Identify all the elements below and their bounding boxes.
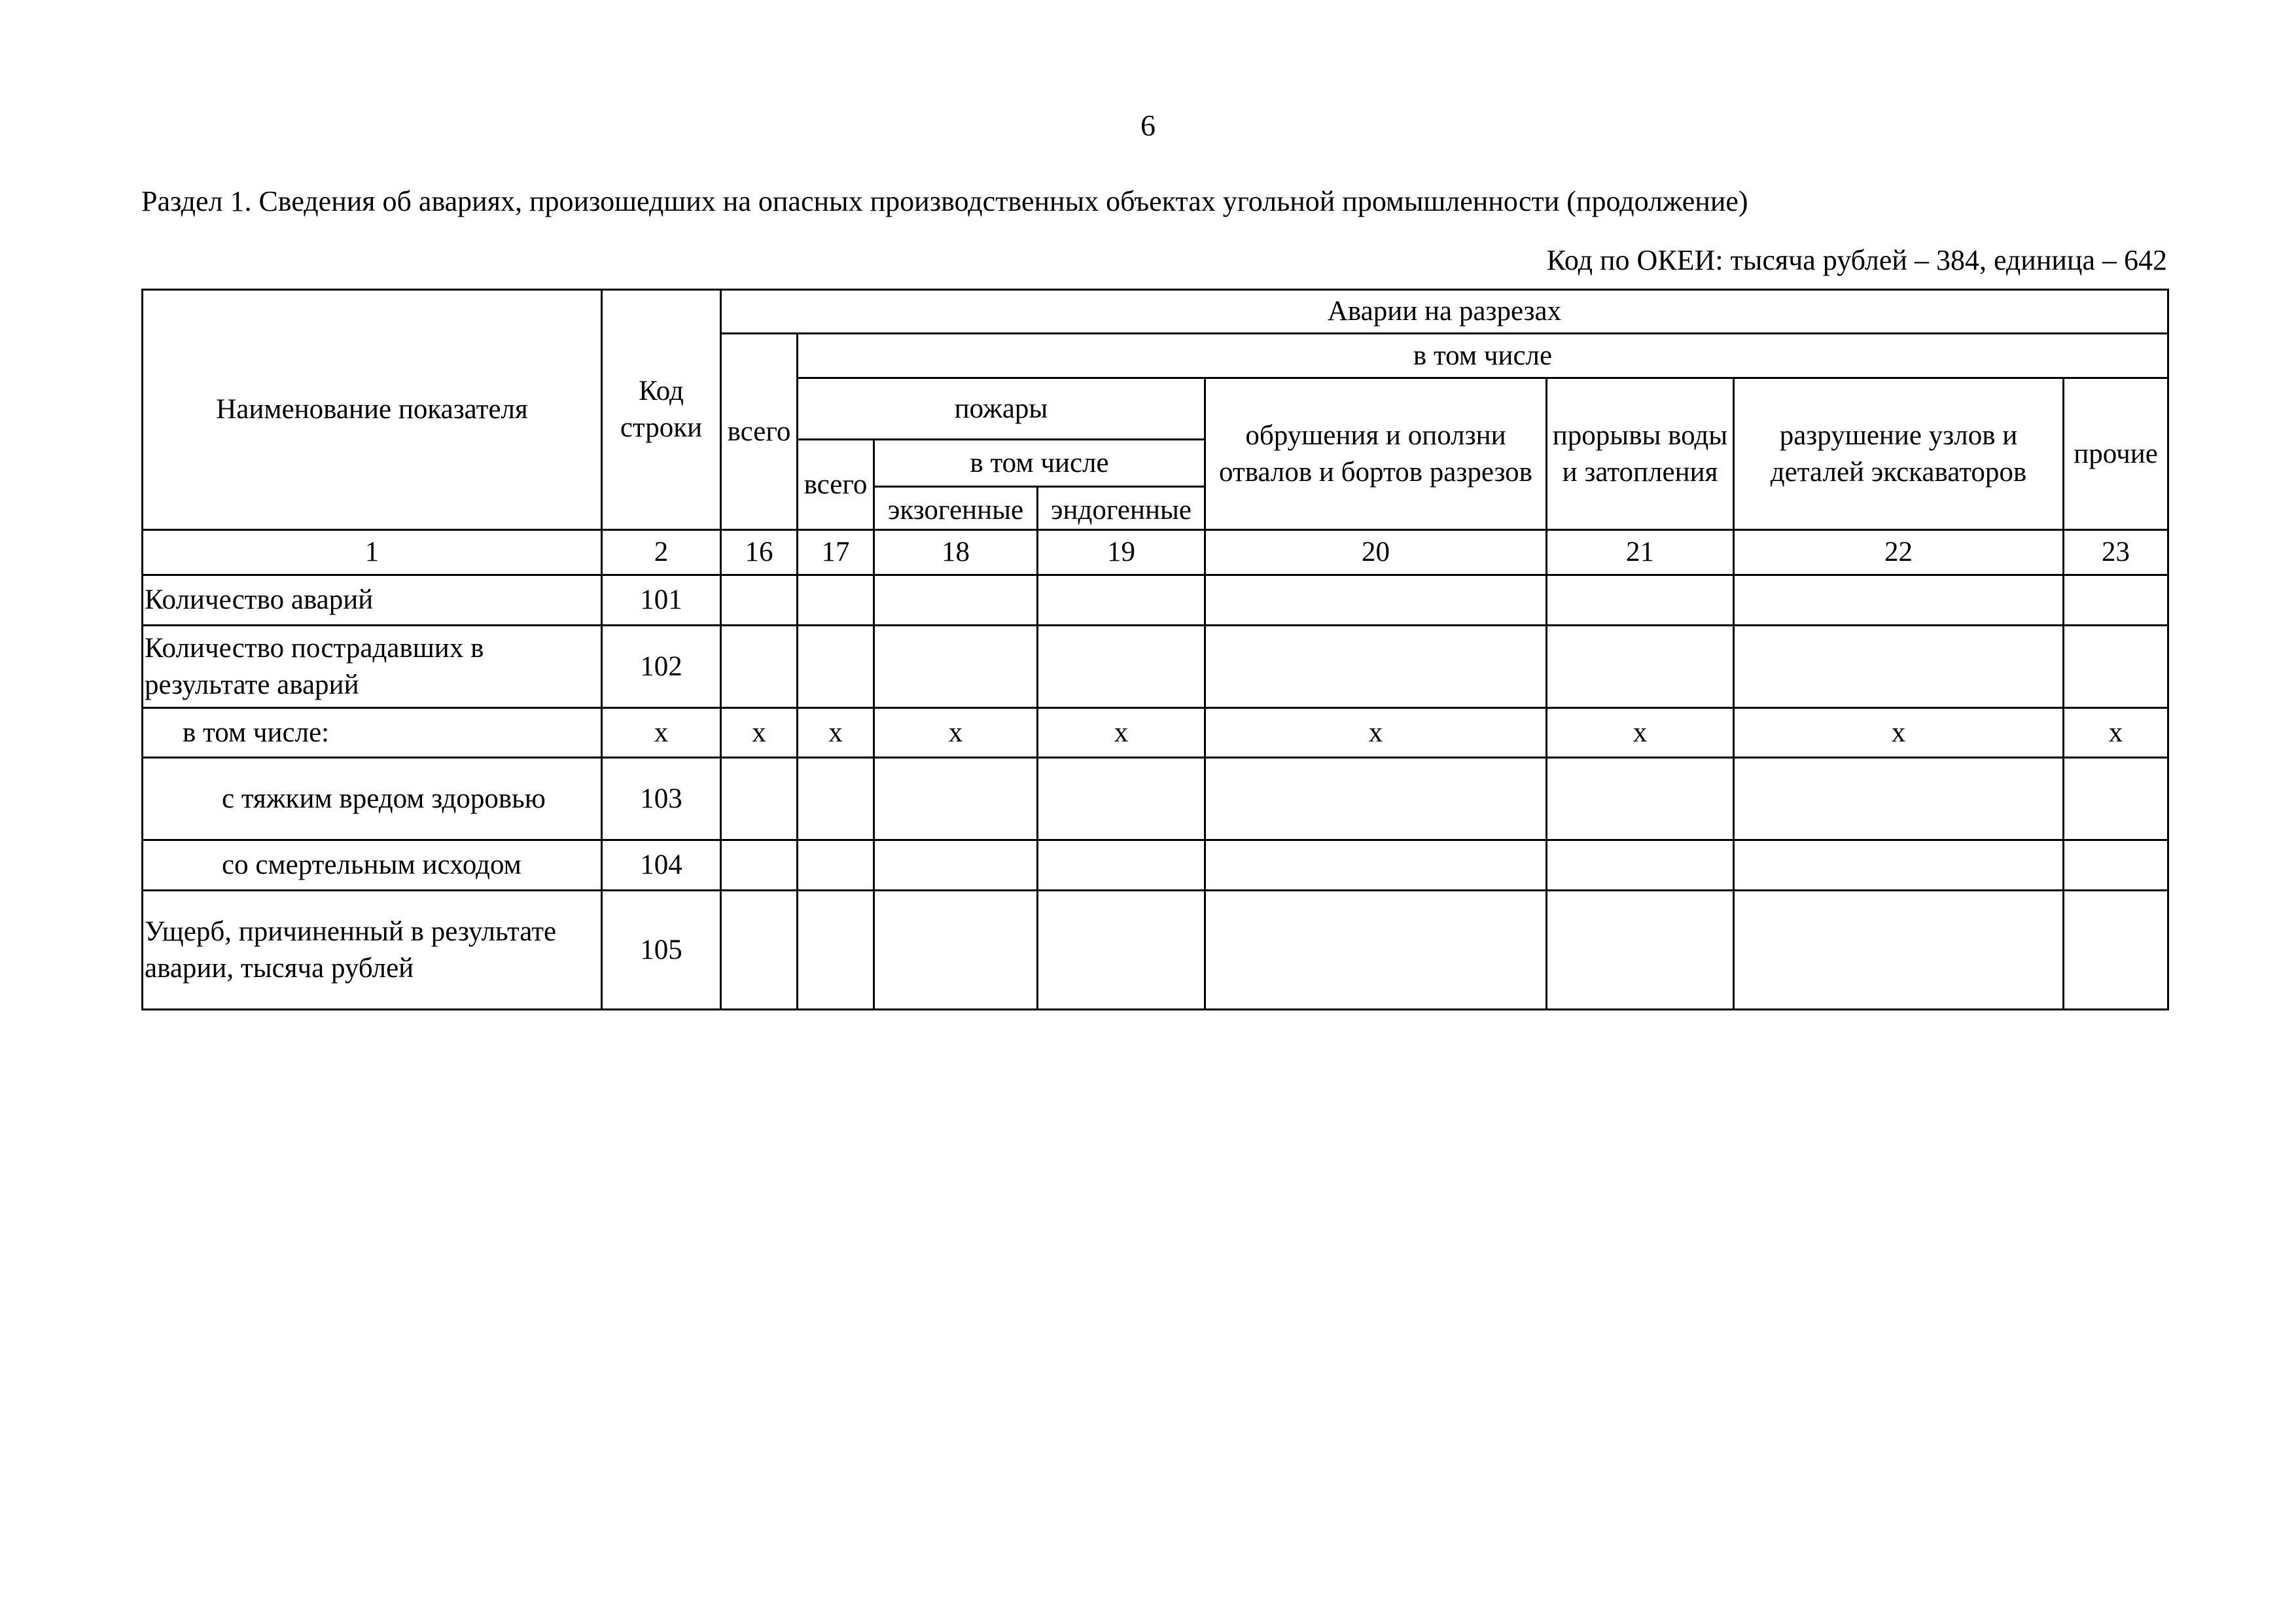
header-fires-incl: в том числе [874,440,1205,487]
value-cell[interactable]: x [1734,708,2064,758]
header-fires-total: всего [798,440,874,530]
page-number: 6 [1140,109,1156,142]
value-cell[interactable]: x [798,708,874,758]
value-cell[interactable] [721,575,798,626]
value-cell[interactable] [721,840,798,891]
col-number: 16 [721,530,798,575]
value-cell[interactable] [1547,575,1734,626]
header-fires: пожары [798,378,1205,440]
value-cell[interactable] [721,626,798,708]
col-number: 1 [143,530,602,575]
okei-code: Код по ОКЕИ: тысяча рублей – 384, единица – 642 [1546,244,2167,276]
value-cell[interactable] [2064,840,2168,891]
value-cell[interactable] [1205,840,1547,891]
value-cell[interactable] [1205,575,1547,626]
header-other: прочие [2064,378,2168,530]
header-total: всего [721,334,798,530]
value-cell[interactable] [874,891,1038,1010]
row-name: с тяжким вредом здоровью [143,758,602,840]
table-row [143,626,2168,708]
column-numbers-row [143,530,2168,575]
row-name: Количество аварий [143,575,602,626]
table-row [143,708,2168,758]
value-cell[interactable] [1038,891,1205,1010]
value-cell[interactable] [1547,891,1734,1010]
table-row [143,891,2168,1010]
value-cell[interactable] [1734,575,2064,626]
value-cell[interactable]: x [874,708,1038,758]
table-row [143,575,2168,626]
header-incl: в том числе [798,334,2168,378]
value-cell[interactable] [874,575,1038,626]
value-cell[interactable]: x [721,708,798,758]
value-cell[interactable] [721,758,798,840]
header-excavator: разрушение узлов и деталей экскаваторов [1734,378,2064,530]
value-cell[interactable] [874,626,1038,708]
value-cell[interactable] [798,891,874,1010]
header-name: Наименование показателя [143,290,602,530]
header-water: прорывы воды и затопления [1547,378,1734,530]
col-number: 22 [1734,530,2064,575]
value-cell[interactable] [798,626,874,708]
table-row [143,840,2168,891]
value-cell[interactable] [1734,891,2064,1010]
value-cell[interactable]: x [2064,708,2168,758]
value-cell[interactable] [798,840,874,891]
value-cell[interactable] [798,758,874,840]
value-cell[interactable] [874,758,1038,840]
value-cell[interactable] [1038,626,1205,708]
row-code: x [602,708,721,758]
col-number: 23 [2064,530,2168,575]
value-cell[interactable] [874,840,1038,891]
value-cell[interactable] [1205,891,1547,1010]
row-name: со смертельным исходом [143,840,602,891]
value-cell[interactable] [1734,758,2064,840]
value-cell[interactable] [798,575,874,626]
value-cell[interactable]: x [1038,708,1205,758]
row-code: 103 [602,758,721,840]
row-name: Ущерб, причиненный в результате аварии, тысяча рублей [143,891,602,1010]
col-number: 19 [1038,530,1205,575]
value-cell[interactable] [721,891,798,1010]
col-number: 17 [798,530,874,575]
row-code: 101 [602,575,721,626]
value-cell[interactable]: x [1205,708,1547,758]
value-cell[interactable] [2064,758,2168,840]
header-group: Аварии на разрезах [721,290,2168,334]
col-number: 21 [1547,530,1734,575]
value-cell[interactable] [2064,891,2168,1010]
value-cell[interactable] [1734,840,2064,891]
section-title: Раздел 1. Сведения об авариях, произошедших на опасных производственных объектах угольной промышленности (продолжение) [141,185,1748,217]
table-row [143,758,2168,840]
value-cell[interactable] [1547,840,1734,891]
value-cell[interactable] [1038,575,1205,626]
header-exo: экзогенные [874,487,1038,530]
header-code: Код строки [602,290,721,530]
value-cell[interactable] [2064,626,2168,708]
row-code: 104 [602,840,721,891]
value-cell[interactable]: x [1547,708,1734,758]
row-name: Количество пострадавших в результате аварий [143,626,602,708]
col-number: 2 [602,530,721,575]
header-endo: эндогенные [1038,487,1205,530]
header-collapse: обрушения и оползни отвалов и бортов разрезов [1205,378,1547,530]
col-number: 18 [874,530,1038,575]
value-cell[interactable] [1038,758,1205,840]
row-code: 102 [602,626,721,708]
value-cell[interactable] [2064,575,2168,626]
row-name: в том числе: [143,708,602,758]
value-cell[interactable] [1734,626,2064,708]
col-number: 20 [1205,530,1547,575]
accidents-table [141,289,2169,1010]
value-cell[interactable] [1205,758,1547,840]
value-cell[interactable] [1547,626,1734,708]
value-cell[interactable] [1547,758,1734,840]
row-code: 105 [602,891,721,1010]
value-cell[interactable] [1205,626,1547,708]
value-cell[interactable] [1038,840,1205,891]
